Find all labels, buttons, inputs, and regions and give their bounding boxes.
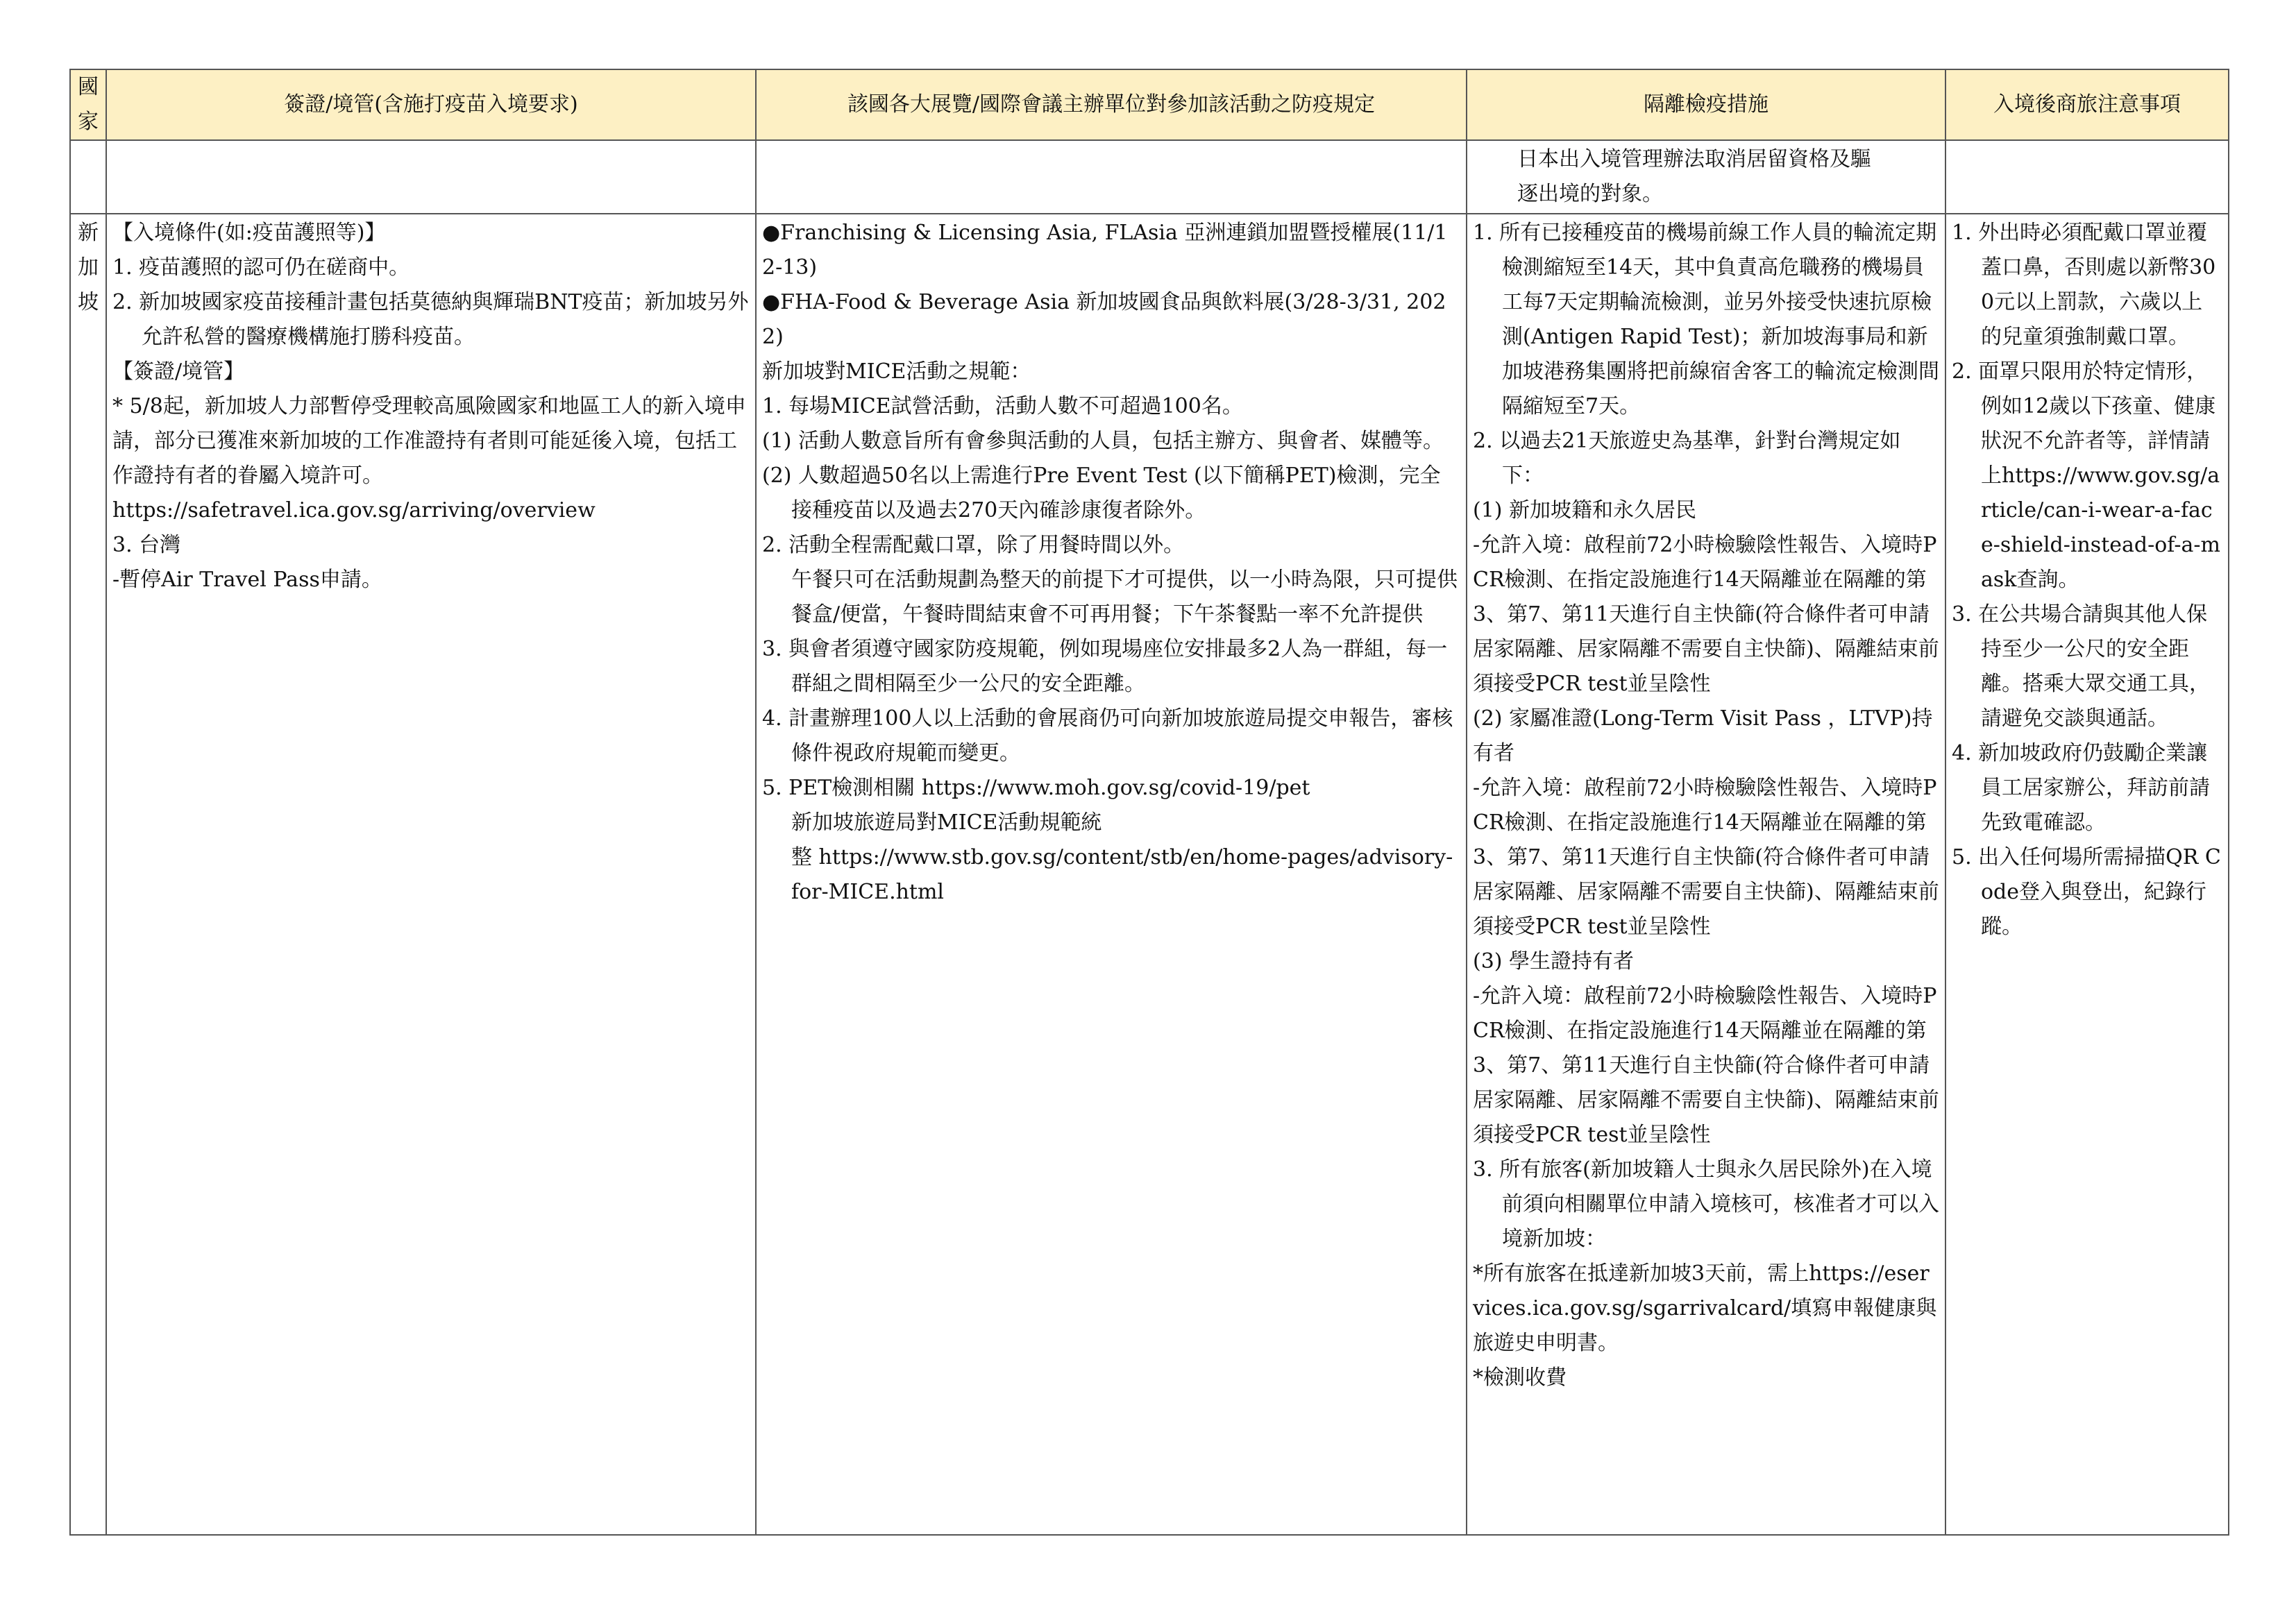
quarantine-detail: -允許入境：啟程前72小時檢驗陰性報告、入境時PCR檢測、在指定設施進行14天隔離並在隔離的第3、第7、第11天進行自主快篩(符合條件者可申請居家隔離、居家隔離不需要自主快篩)、隔離結束前須接受PCR test並呈陰性 (1473, 776, 1939, 939)
covid-travel-table (69, 69, 2229, 1536)
visa-heading: 【簽證/境管】 (112, 359, 245, 384)
continuation-line: 日本出入境管理辦法取消居留資格及驅 (1517, 147, 1871, 171)
visa-item: 3. 台灣 (112, 533, 181, 557)
visa-item: 1. 疫苗護照的認可仍在磋商中。 (112, 255, 410, 280)
quarantine-subheading: (2) 家屬准證(Long-Term Visit Pass ，LTVP)持有者 (1473, 706, 1933, 765)
quarantine-detail: -允許入境：啟程前72小時檢驗陰性報告、入境時PCR檢測、在指定設施進行14天隔離並在隔離的第3、第7、第11天進行自主快篩(符合條件者可申請居家隔離、居家隔離不需要自主快篩)、隔離結束前須接受PCR test並呈陰性 (1473, 533, 1939, 696)
notes-item: 4. 新加坡政府仍鼓勵企業讓員工居家辦公，拜訪前請先致電確認。 (1952, 741, 2210, 835)
header-quarantine: 隔離檢疫措施 (1467, 69, 1945, 140)
header-country-char: 家 (78, 110, 99, 134)
continuation-visa-cell (106, 140, 756, 214)
header-row (70, 69, 2229, 140)
event-cell (756, 214, 1467, 1535)
country-char: 新 (78, 221, 99, 245)
continuation-row (70, 140, 2229, 214)
quarantine-item: 2. 以過去21天旅遊史為基準，針對台灣規定如下： (1473, 429, 1901, 488)
visa-item: -暫停Air Travel Pass申請。 (112, 568, 382, 592)
event-rule: 新加坡旅遊局對MICE活動規範統 (791, 810, 1102, 835)
header-event: 該國各大展覽/國際會議主辦單位對參加該活動之防疫規定 (756, 69, 1467, 140)
event-rule-heading: 新加坡對MICE活動之規範： (762, 359, 1031, 384)
event-rule: 午餐只可在活動規劃為整天的前提下才可提供，以一小時為限，只可提供餐盒/便當，午餐時間結束會不可再用餐；下午茶餐點一率不允許提供 (791, 568, 1458, 627)
quarantine-item: 3. 所有旅客(新加坡籍人士與永久居民除外)在入境前須向相關單位申請入境核可，核准者才可以入境新加坡： (1473, 1157, 1939, 1251)
event-exhibition: ●Franchising & Licensing Asia, FLAsia 亞洲連鎖加盟暨授權展(11/12-13) (762, 221, 1448, 280)
event-link[interactable]: 整 https://www.stb.gov.sg/content/stb/en/home-pages/advisory-for-MICE.html (791, 845, 1453, 904)
visa-heading: 【入境條件(如:疫苗護照等)】 (112, 221, 386, 245)
event-rule: 4. 計畫辦理100人以上活動的會展商仍可向新加坡旅遊局提交申報告，審核條件視政府規範而變更。 (762, 706, 1453, 765)
singapore-row (70, 214, 2229, 1535)
visa-item: 2. 新加坡國家疫苗接種計畫包括莫德納與輝瑞BNT疫苗；新加坡另外允許私營的醫療機構施打勝科疫苗。 (112, 290, 749, 349)
continuation-event-cell (756, 140, 1467, 214)
country-char: 加 (78, 255, 99, 280)
event-rule: 3. 與會者須遵守國家防疫規範，例如現場座位安排最多2人為一群組，每一群組之間相隔至少一公尺的安全距離。 (762, 637, 1448, 696)
country-cell-singapore (70, 214, 106, 1535)
quarantine-note: *所有旅客在抵達新加坡3天前，需上https://eservices.ica.gov.sg/sgarrivalcard/填寫申報健康與旅遊史申明書。 (1473, 1261, 1937, 1355)
notes-item: 1. 外出時必須配戴口罩並覆蓋口鼻，否則處以新幣300元以上罰款，六歲以上的兒童須強制戴口罩。 (1952, 221, 2216, 349)
continuation-country-cell (70, 140, 106, 214)
visa-link[interactable]: https://safetravel.ica.gov.sg/arriving/overview (112, 498, 596, 522)
quarantine-item: 1. 所有已接種疫苗的機場前線工作人員的輪流定期檢測縮短至14天，其中負責高危職務的機場員工每7天定期輪流檢測，並另外接受快速抗原檢測(Antigen Rapid Test)；新加坡海事局和新加坡港務集團將把前線宿舍客工的輪流定檢測間隔縮短至7天。 (1473, 221, 1939, 418)
header-country-char: 國 (78, 75, 99, 99)
notes-cell (1945, 214, 2229, 1535)
continuation-quarantine-cell (1467, 140, 1945, 214)
event-rule: 1. 每場MICE試營活動，活動人數不可超過100名。 (762, 394, 1243, 418)
quarantine-detail: -允許入境：啟程前72小時檢驗陰性報告、入境時PCR檢測、在指定設施進行14天隔離並在隔離的第3、第7、第11天進行自主快篩(符合條件者可申請居家隔離、居家隔離不需要自主快篩)、隔離結束前須接受PCR test並呈陰性 (1473, 984, 1939, 1147)
event-rule: (1) 活動人數意旨所有會參與活動的人員，包括主辦方、與會者、媒體等。 (762, 429, 1444, 453)
quarantine-cell (1467, 214, 1945, 1535)
event-link[interactable]: 5. PET檢測相關 https://www.moh.gov.sg/covid-19/pet (762, 776, 1310, 800)
quarantine-note: *檢測收費 (1473, 1366, 1567, 1390)
visa-note: * 5/8起，新加坡人力部暫停受理較高風險國家和地區工人的新入境申請，部分已獲准來新加坡的工作准證持有者則可能延後入境，包括工作證持有者的眷屬入境許可。 (112, 394, 746, 488)
continuation-notes-cell (1945, 140, 2229, 214)
visa-cell (106, 214, 756, 1535)
continuation-line: 逐出境的對象。 (1517, 182, 1663, 206)
event-rule: 2. 活動全程需配戴口罩，除了用餐時間以外。 (762, 533, 1185, 557)
notes-item: 2. 面罩只限用於特定情形，例如12歲以下孩童、健康狀況不允許者等，詳情請上https://www.gov.sg/article/can-i-wear-a-face-shield-instead-of-a-mask查詢。 (1952, 359, 2220, 592)
header-notes: 入境後商旅注意事項 (1945, 69, 2229, 140)
event-rule: (2) 人數超過50名以上需進行Pre Event Test (以下簡稱PET)檢測，完全接種疫苗以及過去270天內確診康復者除外。 (762, 464, 1441, 522)
notes-item: 3. 在公共場合請與其他人保持至少一公尺的安全距離。搭乘大眾交通工具，請避免交談與通話。 (1952, 602, 2210, 731)
header-country (70, 69, 106, 140)
quarantine-subheading: (1) 新加坡籍和永久居民 (1473, 498, 1697, 522)
quarantine-subheading: (3) 學生證持有者 (1473, 949, 1635, 974)
country-char: 坡 (78, 290, 99, 314)
notes-item: 5. 出入任何場所需掃描QR Code登入與登出，紀錄行蹤。 (1952, 845, 2221, 939)
header-visa: 簽證/境管(含施打疫苗入境要求) (106, 69, 756, 140)
event-exhibition: ●FHA-Food & Beverage Asia 新加坡國食品與飲料展(3/28-3/31, 2022) (762, 290, 1446, 349)
